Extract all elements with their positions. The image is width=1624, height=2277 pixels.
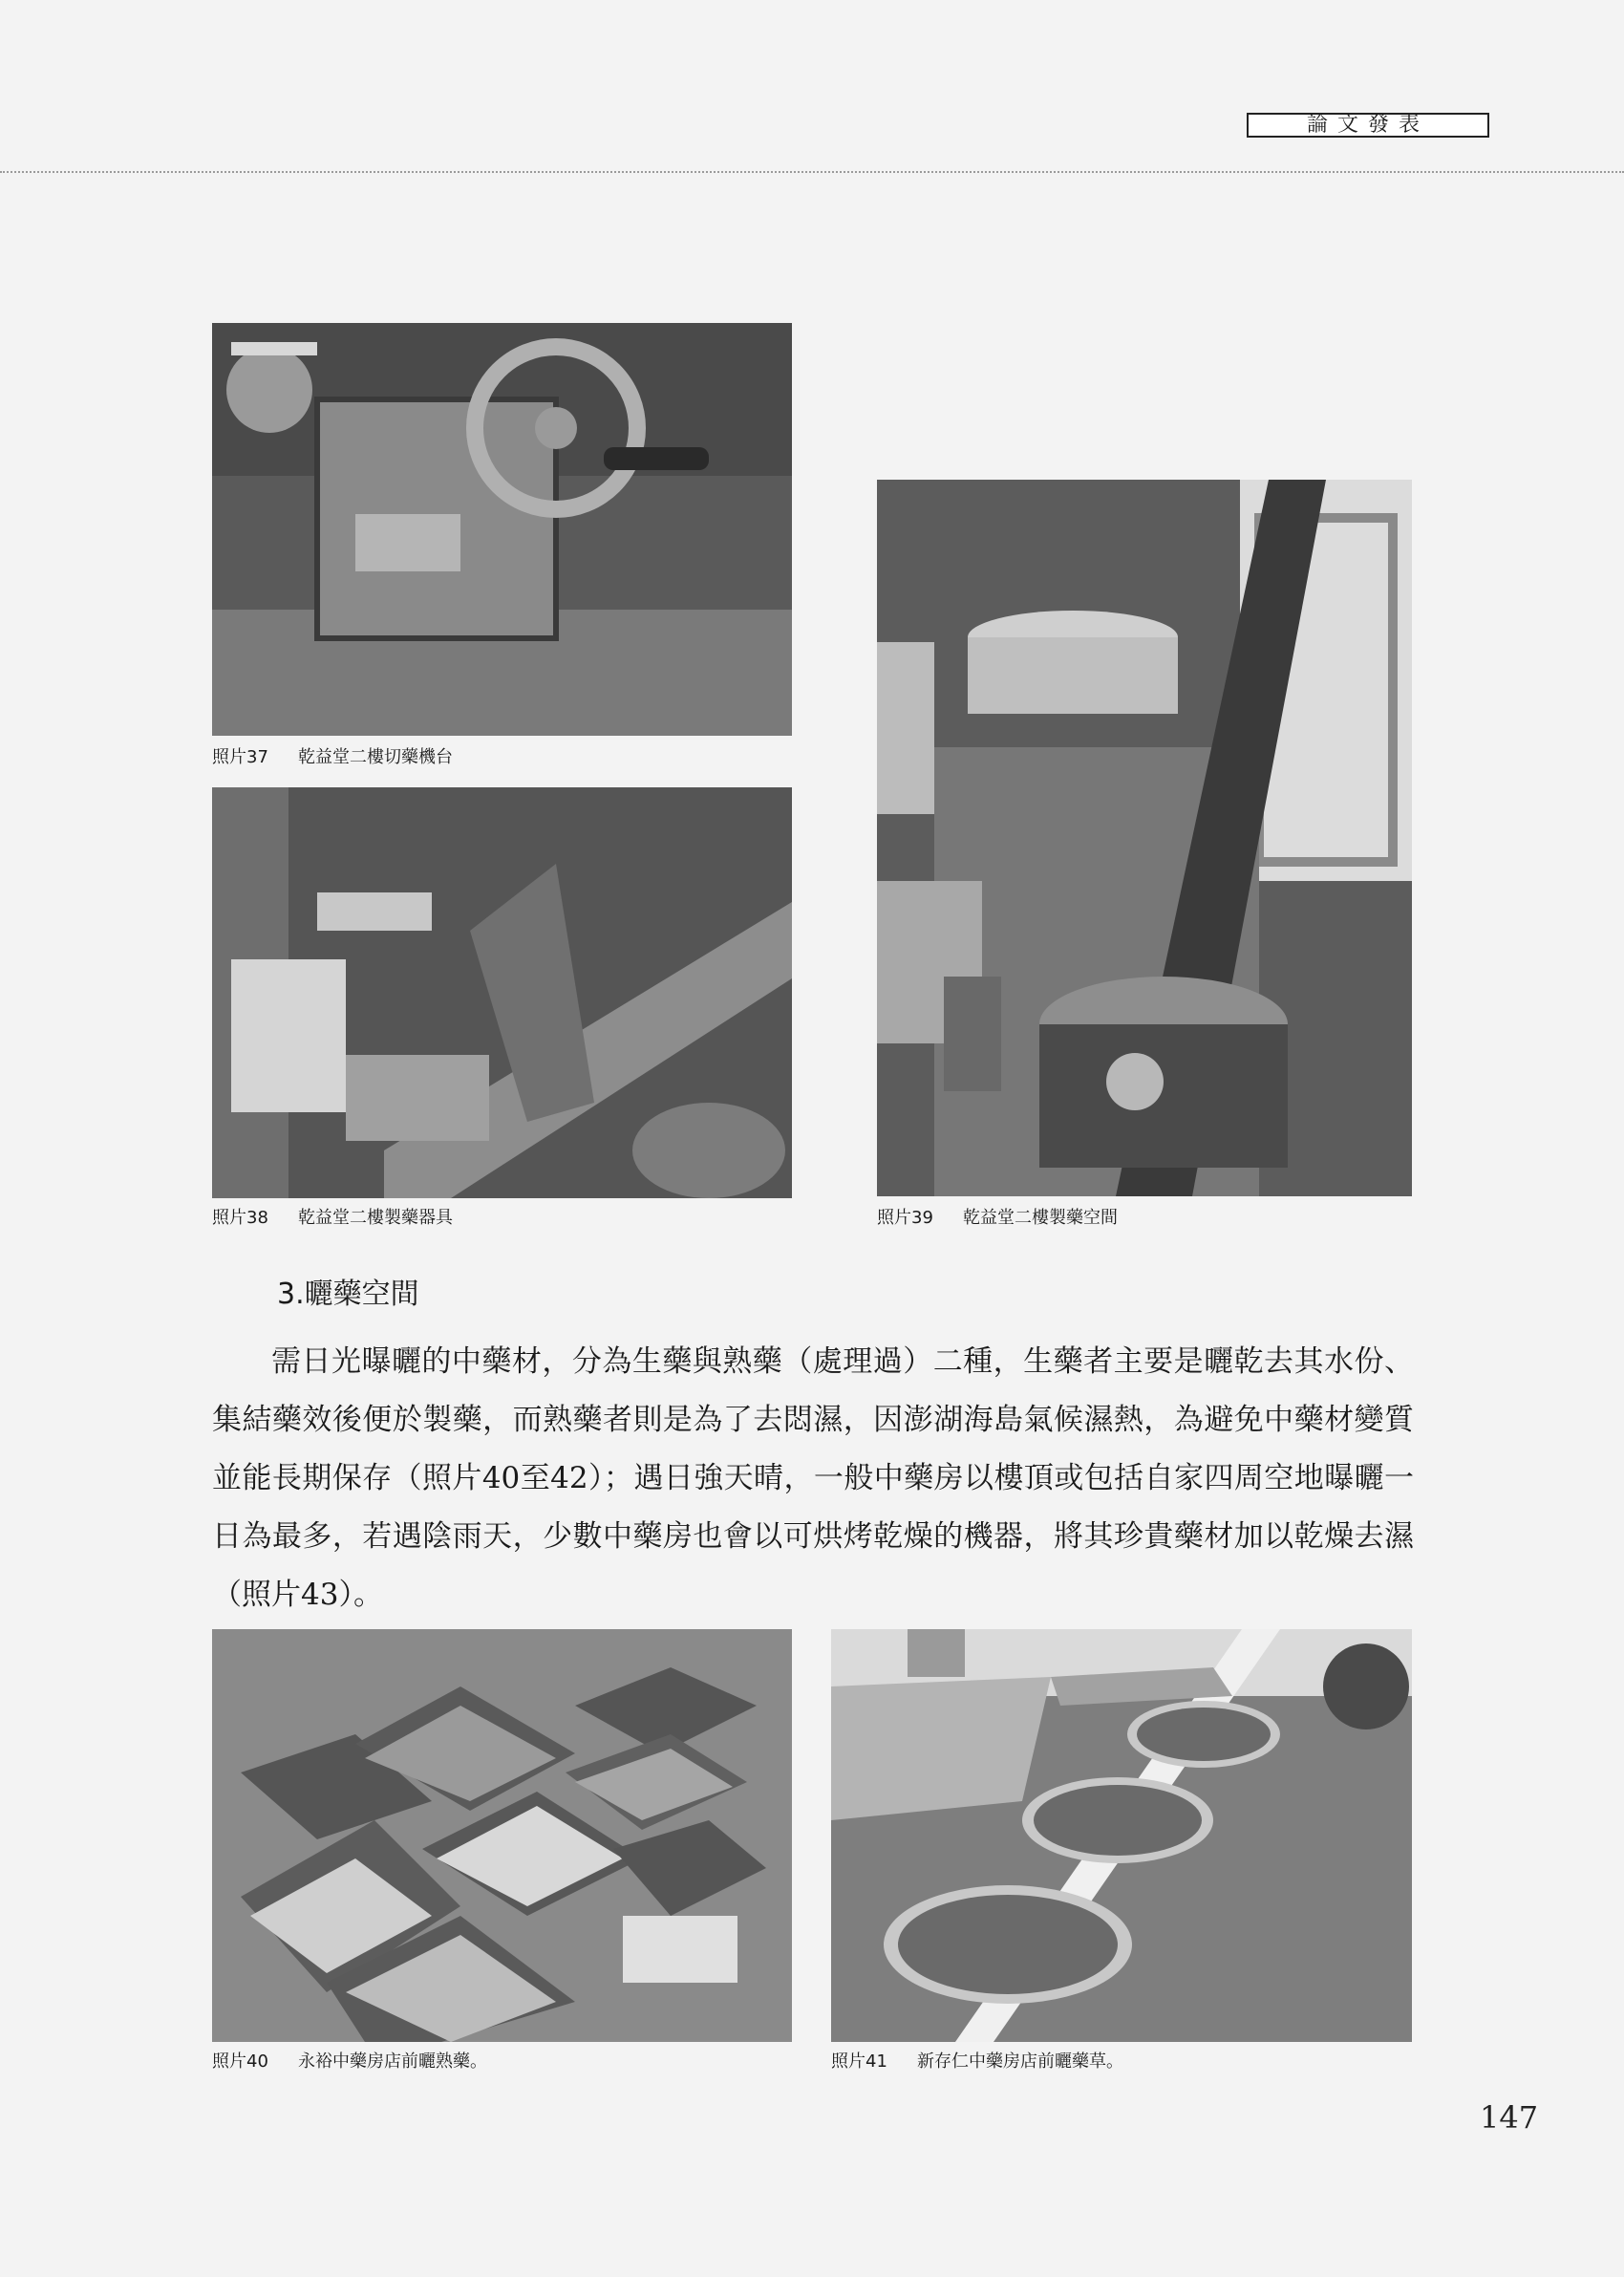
photo-38-medicine-tools <box>212 787 792 1198</box>
caption-text: 乾益堂二樓製藥空間 <box>963 1208 1118 1228</box>
body-paragraph: 需日光曝曬的中藥材，分為生藥與熟藥（處理過）二種，生藥者主要是曬乾去其水份、集結藥效後便於製藥，而熟藥者則是為了去悶濕，因澎湖海島氣候濕熱，為避免中藥材變質並能長期保存（照片40至42）；遇日強天晴，一般中藥房以樓頂或包括自家四周空地曝曬一日為最多，若遇陰雨天，少數中藥房也會以可烘烤乾燥的機器，將其珍貴藥材加以乾燥去濕（照片43）。 <box>212 1344 1414 1612</box>
section-header-tag: 論文發表 <box>1247 113 1489 138</box>
caption-number: 照片37 <box>212 747 268 767</box>
caption-text: 新存仁中藥房店前曬藥草。 <box>917 2051 1123 2072</box>
photo-40-drying-processed-medicine <box>212 1629 792 2042</box>
caption-number: 照片39 <box>877 1208 933 1228</box>
section-heading: 3.曬藥空間 <box>277 1278 419 1311</box>
photo-37-caption <box>212 747 453 768</box>
caption-text: 永裕中藥房店前曬熟藥。 <box>298 2051 487 2072</box>
photo-37-cutting-machine <box>212 323 792 736</box>
photo-39-caption <box>877 1208 1118 1229</box>
page-number: 147 <box>1480 2099 1539 2136</box>
caption-number: 照片38 <box>212 1208 268 1228</box>
photo-40-caption <box>212 2051 487 2073</box>
caption-text: 乾益堂二樓製藥器具 <box>298 1208 453 1228</box>
caption-number: 照片41 <box>831 2051 887 2072</box>
photo-41-caption <box>831 2051 1123 2073</box>
photo-39-medicine-space <box>877 480 1412 1196</box>
header-divider <box>0 171 1624 173</box>
photo-38-caption <box>212 1208 453 1229</box>
caption-text: 乾益堂二樓切藥機台 <box>298 747 453 767</box>
photo-41-drying-herbs <box>831 1629 1412 2042</box>
caption-number: 照片40 <box>212 2051 268 2072</box>
